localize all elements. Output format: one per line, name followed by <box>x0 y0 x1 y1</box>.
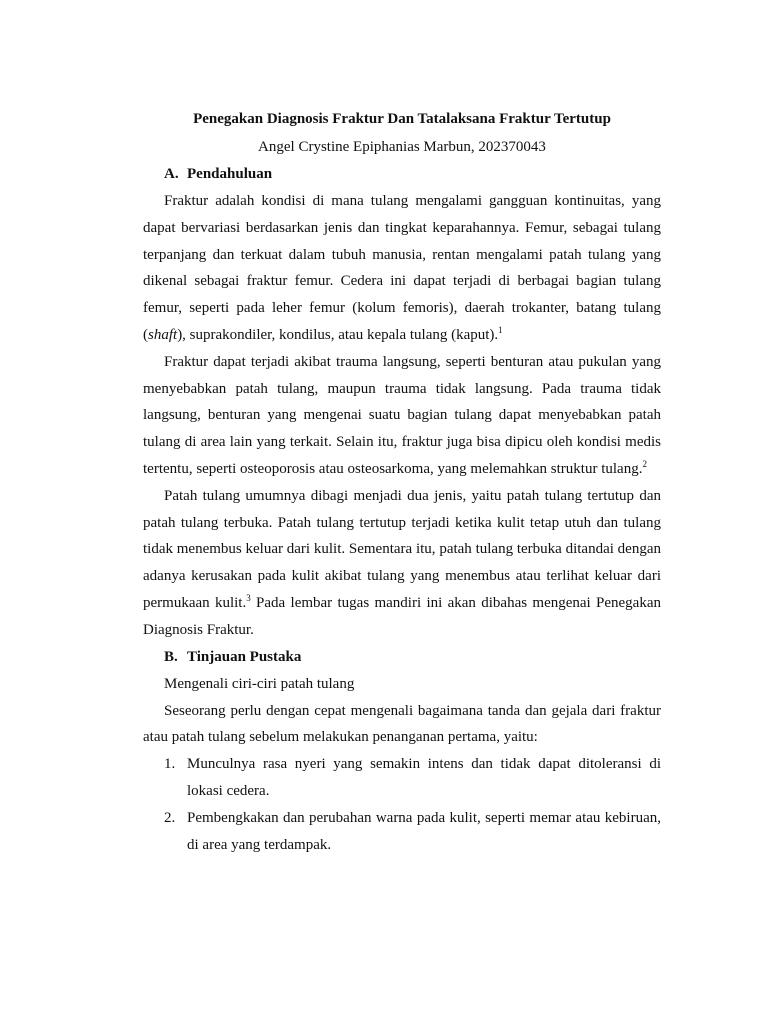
section-title: Tinjauan Pustaka <box>187 648 302 665</box>
paragraph-text: Fraktur dapat terjadi akibat trauma langsung, seperti benturan atau pukulan yang menyebabkan patah tulang, maupun trauma tidak langsung. Pada trauma tidak langsung, benturan yang mengenai suatu bagian tulang dapat menyebabkan patah tulang di area lain yang terkait. Selain itu, fraktur juga bisa dipicu oleh kondisi medis tertentu, seperti osteoporosis atau osteosarkoma, yang melemahkan struktur tulang. <box>143 353 661 477</box>
paragraph-text: Patah tulang umumnya dibagi menjadi dua jenis, yaitu patah tulang tertutup dan patah tulang terbuka. Patah tulang tertutup terjadi ketika kulit tetap utuh dan tulang tidak menembus keluar dari kulit. Sementara itu, patah tulang terbuka ditandai dengan adanya kerusakan pada kulit akibat tulang yang menembus atau terlihat keluar dari permukaan kulit. <box>143 487 661 611</box>
list-item-text: Pembengkakan dan perubahan warna pada kulit, seperti memar atau kebiruan, di area yang terdampak. <box>187 809 661 853</box>
section-letter: A. <box>164 166 179 182</box>
section-heading-pendahuluan <box>143 161 661 188</box>
list-item-text: Munculnya rasa nyeri yang semakin intens dan tidak dapat ditoleransi di lokasi cedera. <box>187 756 661 799</box>
paragraph <box>143 188 661 349</box>
section-heading-tinjauan-pustaka <box>143 644 661 671</box>
subheading: Mengenali ciri-ciri patah tulang <box>164 675 355 692</box>
paragraph <box>143 483 661 644</box>
paragraph-text: Pada lembar tugas mandiri ini akan dibahas mengenai Penegakan Diagnosis Fraktur. <box>143 594 662 638</box>
author-line: Angel Crystine Epiphanias Marbun, 202370043 <box>258 139 546 155</box>
document-page <box>143 104 661 858</box>
paragraph-text: ), suprakondiler, kondilus, atau kepala tulang (kaput). <box>177 326 499 343</box>
list-item <box>143 751 661 805</box>
paragraph <box>143 349 661 483</box>
numbered-list <box>143 751 661 858</box>
paragraph-text: Fraktur adalah kondisi di mana tulang mengalami gangguan kontinuitas, yang dapat bervariasi berdasarkan jenis dan tingkat keparahannya. Femur, sebagai tulang terpanjang dan terkuat dalam tubuh manusia, rentan mengalami patah tulang yang dikenal sebagai fraktur femur. Cedera ini dapat terjadi di berbagai bagian tulang femur, seperti pada leher femur (kolum femoris), daerah trokanter, batang tulang ( <box>143 193 661 343</box>
list-number: 2. <box>164 809 176 826</box>
section-title: Pendahuluan <box>187 166 273 182</box>
document-title: Penegakan Diagnosis Fraktur Dan Tatalaksana Fraktur Tertutup <box>193 111 611 127</box>
list-item <box>143 805 661 859</box>
footnote-ref: 2 <box>642 458 647 469</box>
footnote-ref: 1 <box>498 324 503 335</box>
italic-term: shaft <box>148 326 178 343</box>
list-number: 1. <box>164 756 176 773</box>
section-letter: B. <box>164 648 178 665</box>
paragraph: Seseorang perlu dengan cepat mengenali bagaimana tanda dan gejala dari fraktur atau patah tulang sebelum melakukan penanganan pertama, yaitu: <box>143 702 661 746</box>
footnote-ref: 3 <box>246 592 251 603</box>
